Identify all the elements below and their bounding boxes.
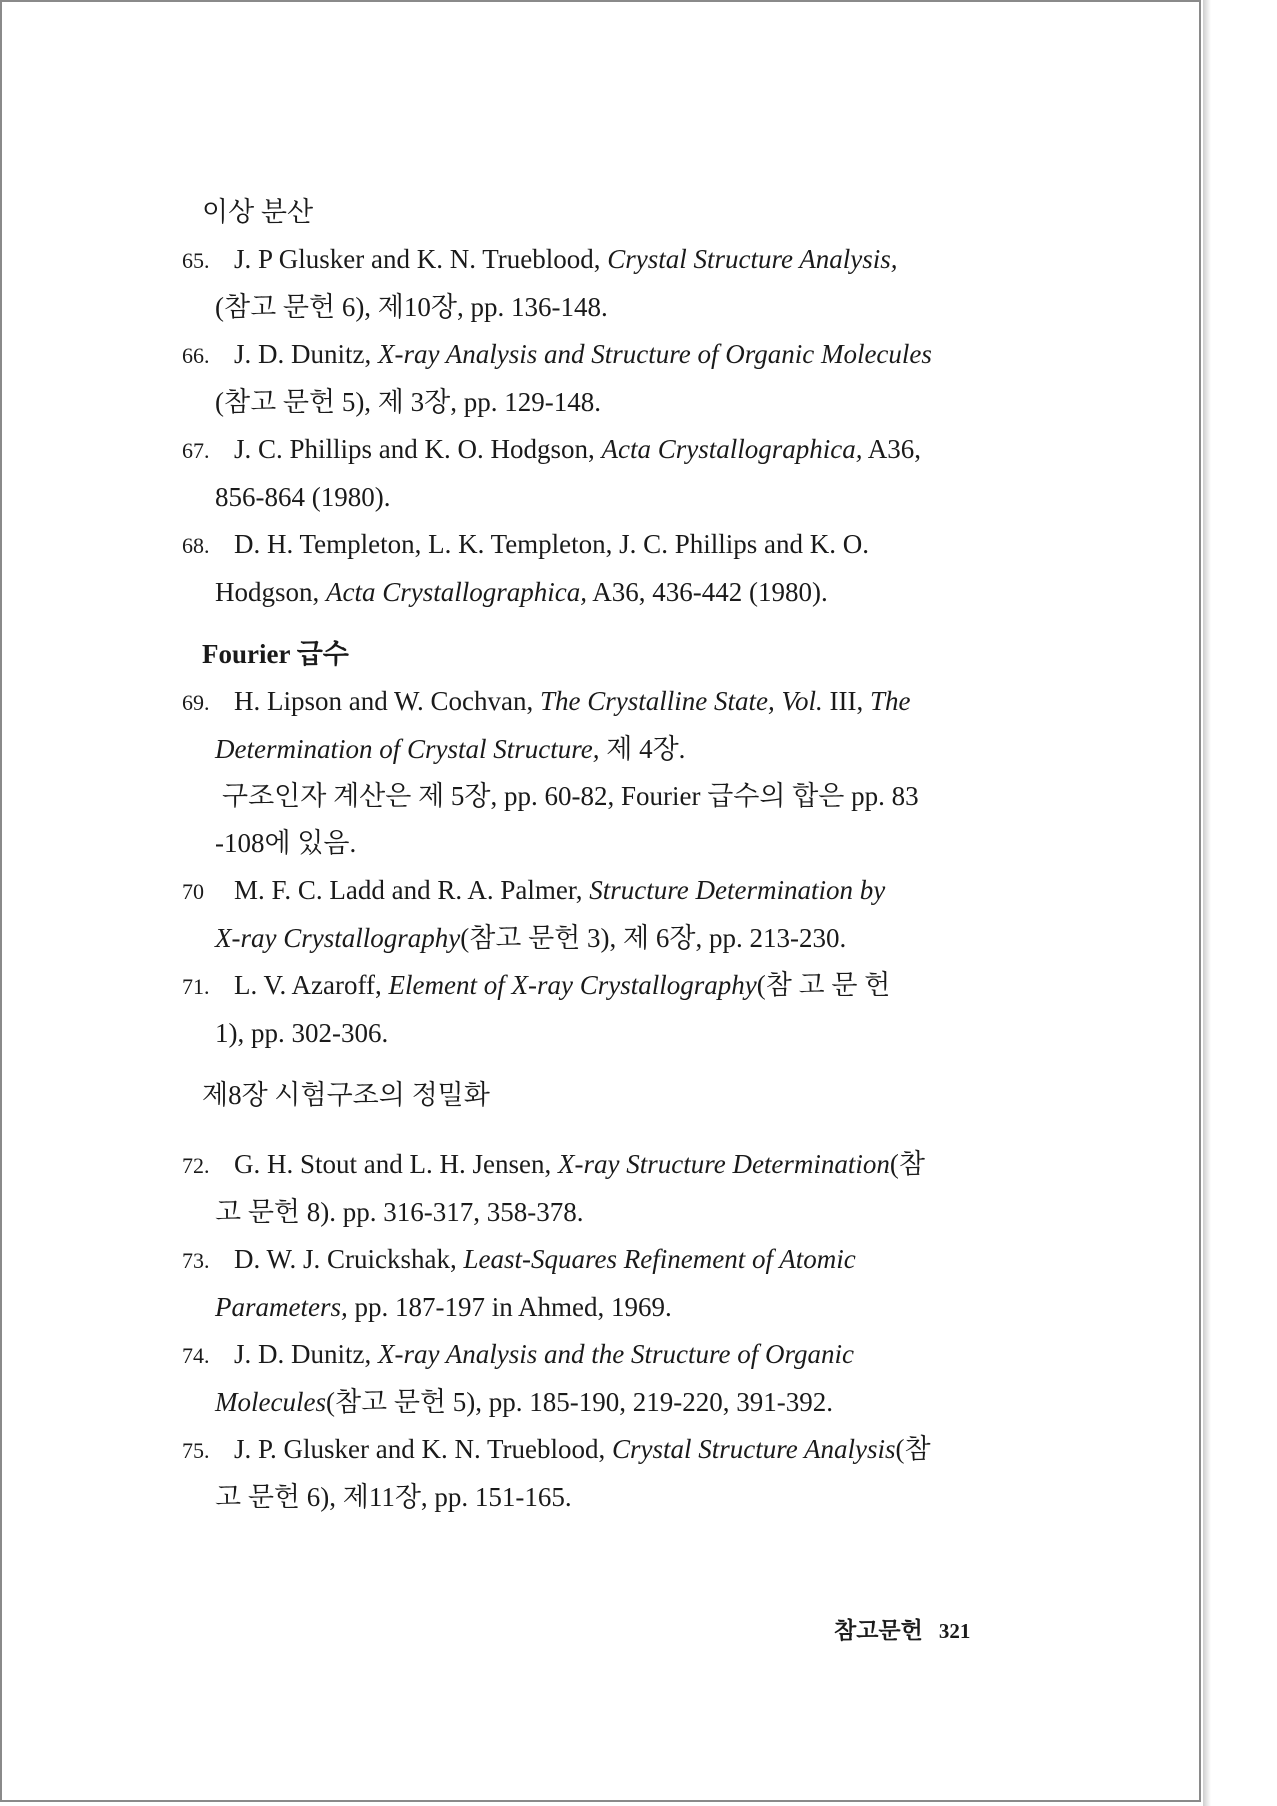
section-heading-anomalous: 이상 분산 xyxy=(202,197,314,227)
reference-71: 71. L. V. Azaroff, Element of X-ray Crystallography(참 고 문 헌 1), pp. 302-306. xyxy=(182,970,891,1048)
section-heading-chapter8: 제8장 시험구조의 정밀화 xyxy=(202,1080,490,1110)
reference-67: 67. J. C. Phillips and K. O. Hodgson, Acta Crystallographica, A36, 856-864 (1980). xyxy=(182,434,922,512)
reference-72: 72. G. H. Stout and L. H. Jensen, X-ray Structure Determination(참 고 문헌 8). pp. 316-317, 358-378. xyxy=(182,1149,925,1227)
reference-66: 66. J. D. Dunitz, X-ray Analysis and Structure of Organic Molecules (참고 문헌 5), 제 3장, pp. 129-148. xyxy=(182,339,932,417)
page-number: 321 xyxy=(938,1619,971,1643)
page-footer xyxy=(834,1612,970,1645)
reference-68: 68. D. H. Templeton, L. K. Templeton, J. C. Phillips and K. O. Hodgson, Acta Crystallographica, A36, 436-442 (1980). xyxy=(182,529,869,607)
reference-69: 69. H. Lipson and W. Cochvan, The Crystalline State, Vol. III, The Determination of Crystal Structure, 제 4장. 구조인자 계산은 제 5장, pp. 60-82, Fourier 급수의 합은 pp. 83 -108에 있음. xyxy=(182,686,919,858)
reference-74: 74. J. D. Dunitz, X-ray Analysis and the Structure of Organic Molecules(참고 문헌 5), pp. 185-190, 219-220, 391-392. xyxy=(182,1339,854,1417)
section-heading-fourier: Fourier 급수 xyxy=(202,639,349,669)
viewer-gutter xyxy=(1203,0,1277,1806)
footer-label: 참고문헌 xyxy=(834,1618,923,1643)
page-edge-shadow xyxy=(1203,0,1211,1806)
references-body xyxy=(182,182,1022,1521)
reference-75: 75. J. P. Glusker and K. N. Trueblood, Crystal Structure Analysis(참 고 문헌 6), 제11장, pp. 151-165. xyxy=(182,1434,931,1512)
reference-73: 73. D. W. J. Cruickshak, Least-Squares Refinement of Atomic Parameters, pp. 187-197 in Ahmed, 1969. xyxy=(182,1244,856,1322)
reference-65: 65. J. P Glusker and K. N. Trueblood, Crystal Structure Analysis, (참고 문헌 6), 제10장, pp. 136-148. xyxy=(182,244,898,322)
reference-70: 70 M. F. C. Ladd and R. A. Palmer, Structure Determination by X-ray Crystallography(참고 문헌 3), 제 6장, pp. 213-230. xyxy=(182,875,886,953)
